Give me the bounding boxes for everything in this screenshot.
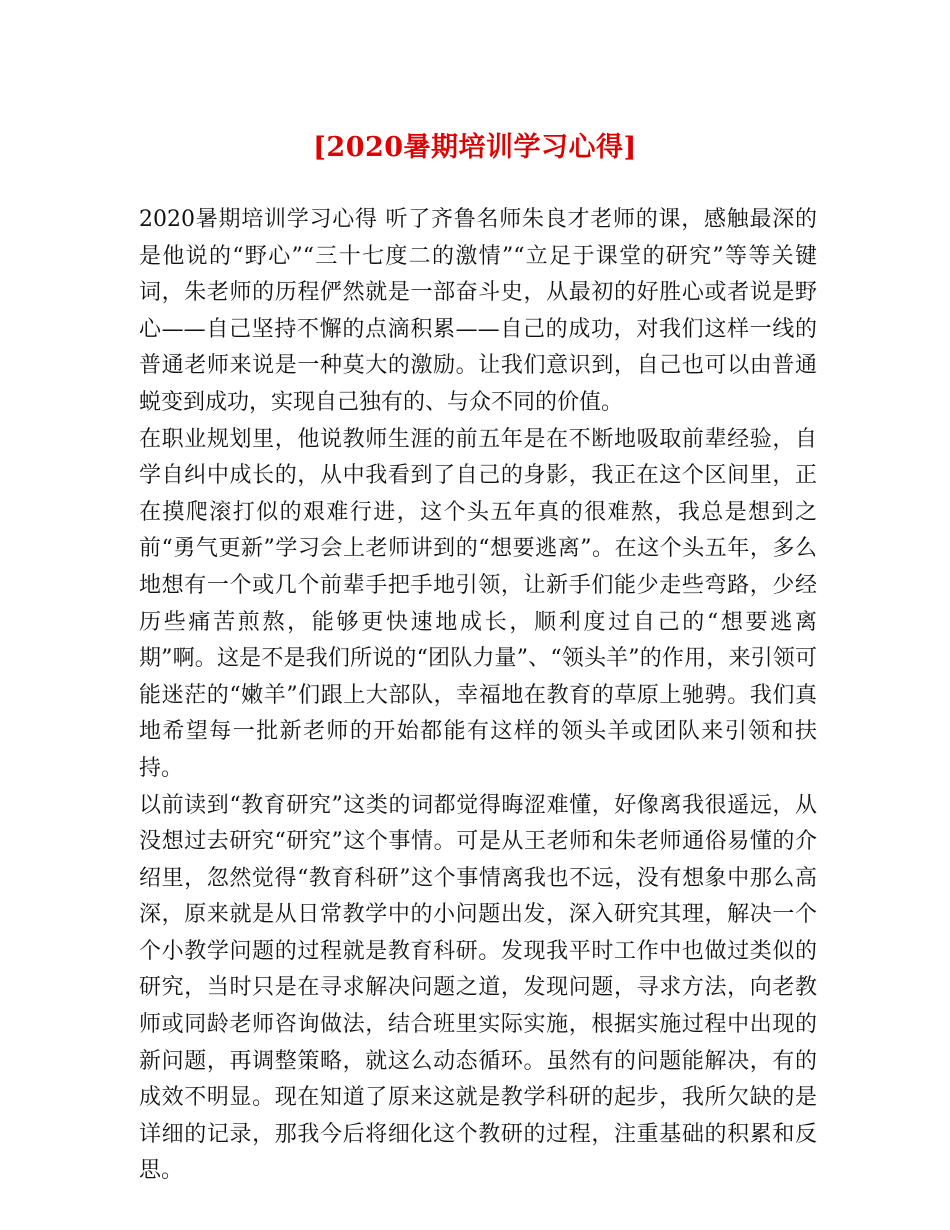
document-title: [2020暑期培训学习心得] xyxy=(313,132,637,163)
document-body xyxy=(139,202,817,1190)
paragraph-2: 在职业规划里，他说教师生涯的前五年是在不断地吸取前辈经验，自学自纠中成长的，从中我看到了自己的身影，我正在这个区间里，正在摸爬滚打似的艰难行进，这个头五年真的很难熬，我总是想到之前“勇气更新”学习会上老师讲到的“想要逃离”。在这个头五年，多么地想有一个或几个前辈手把手地引领，让新手们能少走些弯路，少经历些痛苦煎熬，能够更快速地成长，顺利度过自己的“想要逃离期”啊。这是不是我们所说的“团队力量”、“领头羊”的作用，来引领可能迷茫的“嫩羊”们跟上大部队，幸福地在教育的草原上驰骋。我们真地希望每一批新老师的开始都能有这样的领头羊或团队来引领和扶持。 xyxy=(139,426,817,781)
paragraph-1: 2020暑期培训学习心得 听了齐鲁名师朱良才老师的课，感触最深的是他说的“野心”“三十七度二的激情”“立足于课堂的研究”等等关键词，朱老师的历程俨然就是一部奋斗史，从最初的好胜心或者说是野心——自己坚持不懈的点滴积累——自己的成功，对我们这样一线的普通老师来说是一种莫大的激励。让我们意识到，自己也可以由普通蜕变到成功，实现自己独有的、与众不同的价值。 xyxy=(139,207,817,415)
paragraph-3: 以前读到“教育研究”这类的词都觉得晦涩难懂，好像离我很遥远，从没想过去研究“研究”这个事情。可是从王老师和朱老师通俗易懂的介绍里，忽然觉得“教育科研”这个事情离我也不远，没有想象中那么高深，原来就是从日常教学中的小问题出发，深入研究其理，解决一个个小教学问题的过程就是教育科研。发现我平时工作中也做过类似的研究，当时只是在寻求解决问题之道，发现问题，寻求方法，向老教师或同龄老师咨询做法，结合班里实际实施，根据实施过程中出现的新问题，再调整策略，就这么动态循环。虽然有的问题能解决，有的成效不明显。现在知道了原来这就是教学科研的起步，我所欠缺的是详细的记录，那我今后将细化这个教研的过程，注重基础的积累和反思。 xyxy=(139,792,817,1184)
